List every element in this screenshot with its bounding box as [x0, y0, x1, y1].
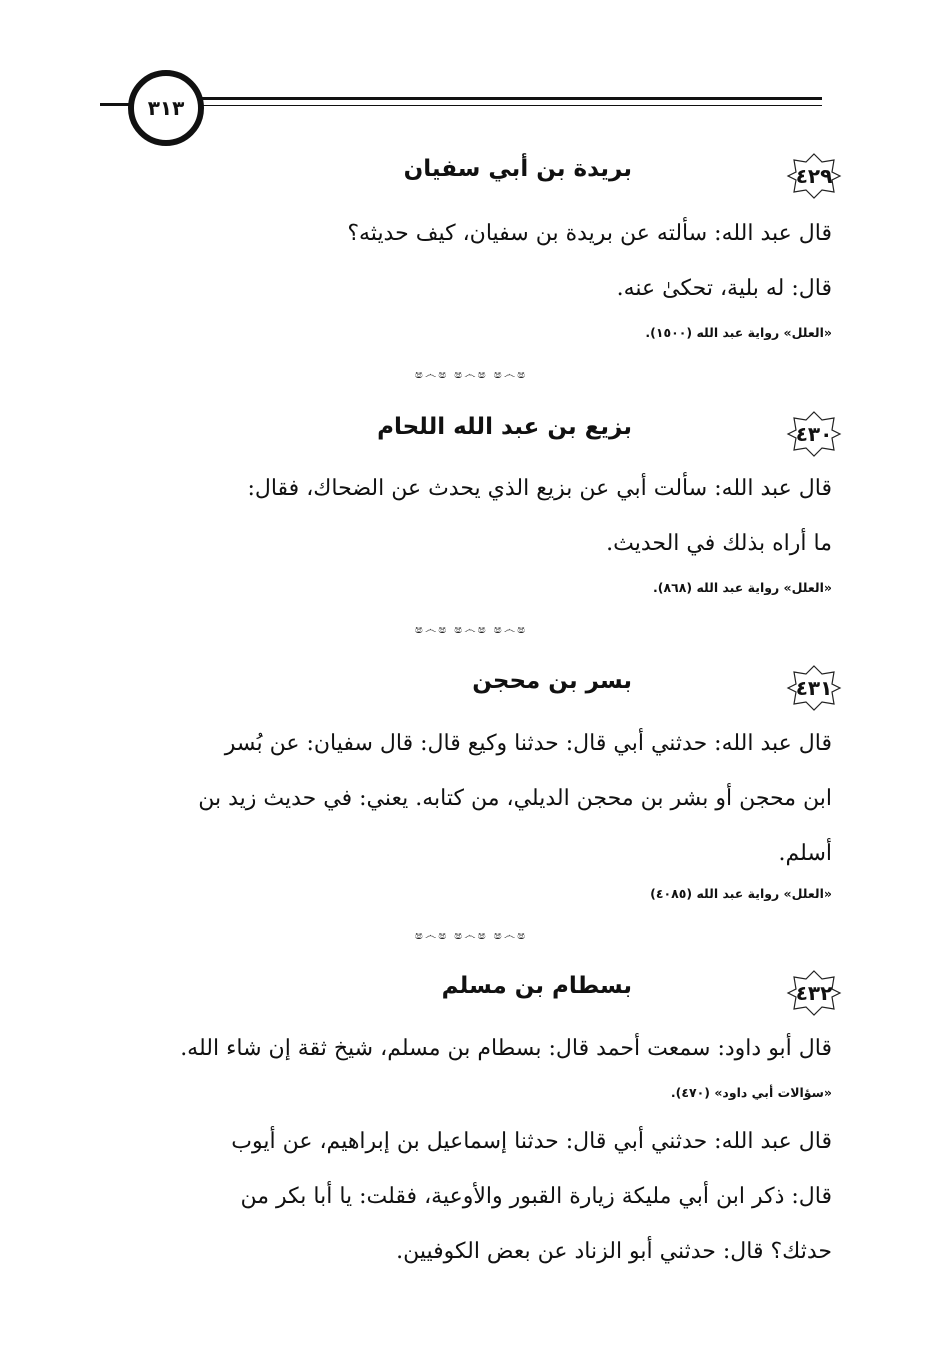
- section-divider-ornament: ෂ෴ෂ ෂ෴ෂ ෂ෴ෂ: [414, 367, 528, 381]
- entry-number: ٤٣١: [795, 676, 833, 700]
- text-line: قال عبد الله: حدثني أبي قال: حدثنا إسماعيل بن إبراهيم، عن أيوب: [231, 1129, 832, 1154]
- text-line: قال: له بلية، تحكىٰ عنه.: [616, 276, 832, 301]
- text-line: قال عبد الله: سألته عن بريدة بن سفيان، كيف حديثه؟: [347, 221, 832, 246]
- entry-text: [100, 461, 832, 571]
- source-citation: «سؤالات أبي داود» (٤٧٠).: [670, 1085, 832, 1100]
- text-line: قال أبو داود: سمعت أحمد قال: بسطام بن مسلم، شيخ ثقة إن شاء الله.: [180, 1036, 832, 1061]
- header-rule-right-thin: [198, 105, 822, 106]
- entry-header: [100, 664, 842, 712]
- entry-text: [100, 206, 832, 316]
- text-line: قال عبد الله: حدثني أبي قال: حدثنا وكيع قال: قال سفيان: عن بُسر: [224, 731, 832, 756]
- entry-title: بسطام بن مسلم: [441, 973, 632, 999]
- entry-header: [100, 969, 842, 1017]
- header-rule-right: [198, 97, 822, 100]
- entry-number-badge: [786, 969, 842, 1017]
- entry-title: بسر بن محجن: [472, 668, 632, 694]
- entry-number: ٤٣٠: [795, 422, 833, 446]
- entry-number-badge: [786, 152, 842, 200]
- source-citation: «العلل» رواية عبد الله (٤٠٨٥): [650, 886, 832, 901]
- entry-title: بزيع بن عبد الله اللحام: [377, 414, 632, 440]
- text-line: قال عبد الله: سألت أبي عن بزيع الذي يحدث عن الضحاك، فقال:: [247, 476, 832, 501]
- entry-number: ٤٢٩: [795, 164, 833, 188]
- entry-header: [100, 410, 842, 458]
- page-number: ٣١٣: [147, 96, 185, 120]
- entry-text: [100, 716, 832, 881]
- entry-number: ٤٣٢: [795, 981, 833, 1005]
- section-divider-ornament: ෂ෴ෂ ෂ෴ෂ ෂ෴ෂ: [414, 928, 528, 942]
- source-citation: «العلل» رواية عبد الله (٨٦٨).: [653, 580, 832, 595]
- source-citation: «العلل» رواية عبد الله (١٥٠٠).: [645, 325, 832, 340]
- text-line: قال: ذكر ابن أبي مليكة زيارة القبور والأوعية، فقلت: يا أبا بكر من: [240, 1184, 832, 1209]
- entry-number-badge: [786, 664, 842, 712]
- entry-title: بريدة بن أبي سفيان: [403, 156, 632, 182]
- entry-header: [100, 152, 842, 200]
- section-divider-ornament: ෂ෴ෂ ෂ෴ෂ ෂ෴ෂ: [414, 622, 528, 636]
- entry-number-badge: [786, 410, 842, 458]
- text-line: أسلم.: [778, 841, 832, 866]
- entry-text: [100, 1114, 832, 1279]
- text-line: ما أراه بذلك في الحديث.: [606, 531, 832, 556]
- text-line: حدثك؟ قال: حدثني أبو الزناد عن بعض الكوفيين.: [396, 1239, 832, 1264]
- text-line: ابن محجن أو بشر بن محجن الديلي، من كتابه. يعني: في حديث زيد بن: [198, 786, 832, 811]
- entry-text: [100, 1021, 832, 1076]
- page-number-circle: [128, 70, 204, 146]
